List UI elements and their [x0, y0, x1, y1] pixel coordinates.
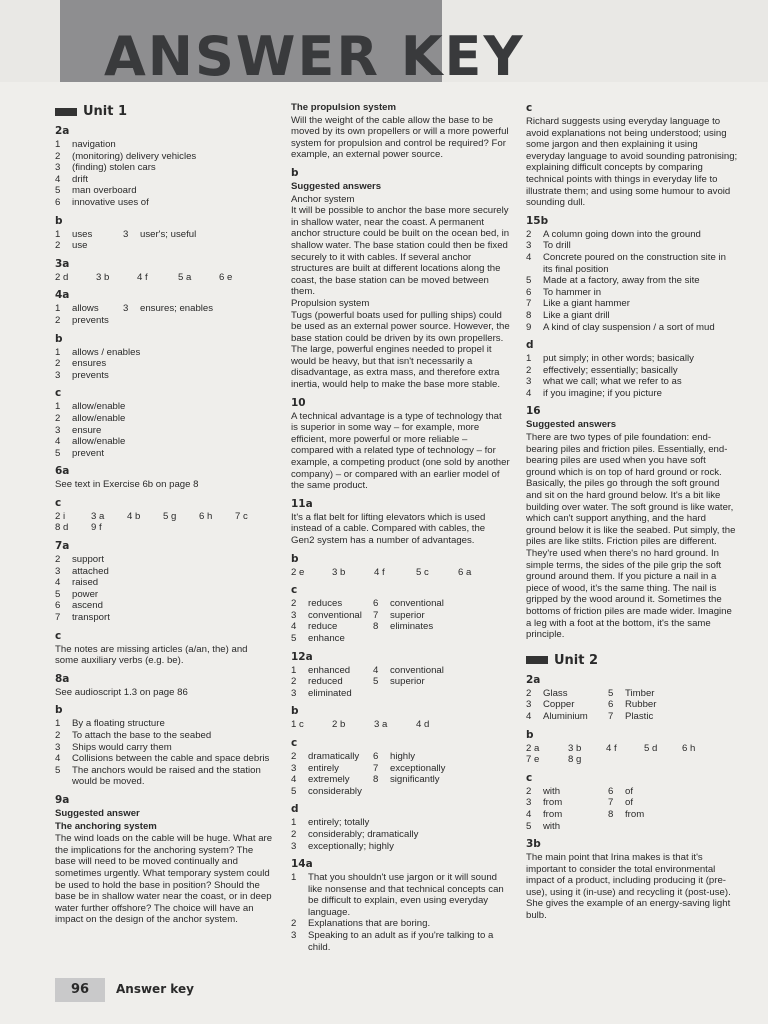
answer: 7 e	[526, 754, 540, 766]
list-item: 3 conventional	[291, 609, 362, 621]
answer-list	[291, 817, 511, 852]
list-item: 8 eliminates	[373, 621, 434, 633]
answer: 5 c	[416, 566, 429, 578]
list-item: 2 A column going down into the ground	[526, 228, 701, 240]
list-item: 3 exceptionally; highly	[291, 840, 394, 852]
list-item: 2 dramatically	[291, 750, 360, 762]
list-item: 5 superior	[373, 676, 425, 688]
list-item: 5 enhance	[291, 632, 345, 644]
answer-row	[291, 719, 511, 731]
answer: 3 b	[332, 566, 346, 578]
list-item: 3 Copper	[526, 699, 575, 711]
answer-row	[291, 567, 511, 579]
list-item: 1 allows	[55, 303, 99, 315]
list-item: 3 ensures; enables	[123, 303, 214, 315]
answer-text: Anchor system	[291, 193, 355, 205]
answer-list	[291, 872, 511, 953]
list-item: 5 The anchors would be raised and the station would be moved.	[55, 764, 261, 788]
answer: 4 f	[606, 742, 617, 754]
column-1	[55, 102, 273, 926]
section-label: 8a	[55, 672, 70, 685]
answer: 2 e	[291, 566, 305, 578]
list-item: 6 To hammer in	[526, 286, 602, 298]
list-item: 3 attached	[55, 565, 109, 577]
answer-list	[526, 353, 738, 399]
answer: 3 a	[91, 510, 105, 522]
column-3	[526, 102, 738, 922]
answer-grid	[55, 303, 273, 326]
list-item: 3 Speaking to an adult as if you're talking to a child.	[291, 930, 494, 953]
list-item: 1 That you shouldn't use jargon or it will sound like nonsense and that technical concepts can be difficult to explain, even using everyday language.	[291, 872, 504, 918]
section-label: 16	[526, 405, 541, 418]
section-label: d	[526, 339, 534, 352]
list-item: 7 Plastic	[608, 710, 654, 722]
list-item: 3 ensure	[55, 424, 102, 436]
section-label: 12a	[291, 650, 313, 663]
answer: 7 c	[235, 510, 248, 522]
section-label: c	[291, 736, 298, 749]
section-label: b	[526, 728, 534, 741]
answer-text: Will the weight of the cable allow the base to be moved by its own propellers or will a more powerful system for propulsion and control be required? For example, an external power source.	[291, 114, 509, 161]
page-footer	[0, 978, 768, 1002]
answer-list	[55, 718, 273, 788]
list-item: 6 of	[608, 785, 634, 797]
answer: 5 g	[163, 510, 177, 522]
answer-list	[55, 139, 273, 209]
list-item: 2 considerably; dramatically	[291, 828, 419, 840]
section-label: 4a	[55, 289, 70, 302]
list-item: 5 prevent	[55, 447, 104, 459]
page-number: 96	[55, 978, 105, 1002]
section-label: 3a	[55, 257, 70, 270]
list-item: 6 conventional	[373, 598, 444, 610]
list-item: 3 what we call; what we refer to as	[526, 376, 682, 388]
answer: 8 d	[55, 522, 69, 534]
sub-heading: Suggested answers	[526, 419, 617, 431]
list-item: 2 reduced	[291, 676, 343, 688]
answer-grid	[291, 598, 511, 644]
answer-text: Propulsion system	[291, 297, 370, 309]
list-item: 7 superior	[373, 609, 425, 621]
list-item: 5 with	[526, 820, 561, 832]
answer-row	[55, 511, 273, 523]
section-label: c	[291, 584, 298, 597]
list-item: 4 raised	[55, 577, 99, 589]
answer-list	[55, 554, 273, 624]
section-label: 3b	[526, 838, 541, 851]
answer-row	[526, 754, 738, 766]
section-label: 11a	[291, 497, 313, 510]
list-item: 2 prevents	[55, 314, 109, 326]
list-item: 5 considerably	[291, 785, 362, 797]
answer: 4 f	[374, 566, 385, 578]
list-item: 6 highly	[373, 750, 416, 762]
unit-bar-icon	[55, 108, 77, 116]
list-item: 4 Collisions between the cable and space debris	[55, 753, 270, 765]
section-label: b	[291, 166, 299, 179]
answer: 4 d	[416, 719, 430, 731]
section-label: b	[55, 704, 63, 717]
list-item: 3 (finding) stolen cars	[55, 162, 156, 174]
list-item: 3 prevents	[55, 369, 109, 381]
section-label: 10	[291, 396, 306, 409]
sub-heading: The propulsion system	[291, 102, 397, 113]
answer: 4 b	[127, 510, 141, 522]
list-item: 1 allow/enable	[55, 401, 126, 413]
answer: 6 h	[199, 510, 213, 522]
list-item: 4 Aluminium	[526, 710, 588, 722]
section-label: 6a	[55, 465, 70, 478]
list-item: 6 ascend	[55, 600, 103, 612]
list-item: 4 conventional	[373, 664, 444, 676]
answer: 9 f	[91, 522, 102, 534]
list-item: 1 uses	[55, 228, 93, 240]
list-item: 2 support	[55, 554, 104, 566]
section-label: 15b	[526, 214, 549, 227]
unit-bar-icon	[526, 656, 548, 664]
section-label: b	[55, 332, 63, 345]
list-item: 1 entirely; totally	[291, 817, 370, 829]
list-item: 4 allow/enable	[55, 436, 126, 448]
answer: 2 b	[332, 719, 346, 731]
sub-heading: Suggested answers	[291, 180, 382, 192]
answer-list	[55, 347, 273, 382]
list-item: 2 effectively; essentially; basically	[526, 364, 678, 376]
list-item: 2 ensures	[55, 358, 107, 370]
unit-heading: Unit 1	[55, 104, 273, 119]
list-item: 2 with	[526, 785, 561, 797]
section-label: c	[526, 102, 533, 114]
sub-heading: The anchoring system	[55, 820, 157, 832]
answer-grid	[291, 665, 511, 700]
list-item: 4 Concrete poured on the construction site in its final position	[526, 251, 726, 275]
answer: 3 a	[374, 719, 388, 731]
answer-row	[55, 522, 273, 534]
list-item: 2 Glass	[526, 687, 568, 699]
list-item: 6 innovative uses of	[55, 196, 149, 208]
list-item: 4 extremely	[291, 774, 350, 786]
list-item: 1 put simply; in other words; basically	[526, 353, 694, 365]
column-2	[291, 102, 511, 953]
list-item: 7 of	[608, 797, 634, 809]
list-item: 1 allows / enables	[55, 346, 141, 358]
answer-text: Richard suggests using everyday language to avoid explanations not being understood; using some jargon and then explaining it using everyday language to avoid sounding patronising; explaining difficult concepts by comparing technical points with things in everyday life to illustrate them; and using some humour to avoid sounding dull.	[526, 116, 738, 209]
list-item: 3 To drill	[526, 240, 571, 252]
answer: 6 h	[682, 742, 696, 754]
list-item: 3 eliminated	[291, 687, 352, 699]
list-item: 3 from	[526, 797, 563, 809]
list-item: 8 from	[608, 808, 645, 820]
section-label: 7a	[55, 540, 70, 553]
list-item: 1 By a floating structure	[55, 718, 165, 730]
answer-row	[526, 743, 738, 755]
list-item: 3 entirely	[291, 762, 339, 774]
list-item: 2 reduces	[291, 598, 343, 610]
list-item: 2 (monitoring) delivery vehicles	[55, 150, 197, 162]
list-item: 4 reduce	[291, 621, 338, 633]
answer-text: There are two types of pile foundation: end-bearing piles and friction piles. Essentially, end-bearing piles are used when you have soft ground which is on top of hard ground or rock. Basically, the piles go through the soft ground and sit on the hard ground below. It's a bit like building over water. The soft ground is like water, which can't support anything, and the hard ground below it is like the seabed. Put simply, the piles are like stilts. Friction piles are different. They're used when there's no hard ground. In simple terms, the sides of the pile grip the soft ground around them. If you picture a nail in a piece of wood, it's the same thing. The nail is gripped by the wood around it. Sometimes the bottoms of friction piles are made wider. Imagine a leg with a foot at the bottom, it's the same principle.	[526, 432, 736, 641]
answer-text: The main point that Irina makes is that it's important to consider the total environmental impact of a product, including producing it (pre-use), using it (in-use) and recycling it (post-use). She gives the example of an energy-saving light bulb.	[526, 852, 731, 922]
answer-list	[526, 229, 738, 333]
list-item: 2 Explanations that are boring.	[291, 918, 431, 930]
section-label: 9a	[55, 793, 70, 806]
section-label: c	[55, 629, 62, 642]
answer: 4 f	[137, 271, 148, 283]
answer-row	[55, 272, 273, 284]
section-label: c	[55, 496, 62, 509]
list-item: 7 Like a giant hammer	[526, 298, 630, 310]
section-label: b	[291, 552, 299, 565]
answer-text: See text in Exercise 6b on page 8	[55, 479, 199, 491]
list-item: 7 transport	[55, 612, 110, 624]
list-item: 7 exceptionally	[373, 762, 446, 774]
list-item: 5 Timber	[608, 687, 655, 699]
answer: 2 i	[55, 510, 66, 522]
list-item: 9 A kind of clay suspension / a sort of mud	[526, 321, 715, 333]
list-item: 4 if you imagine; if you picture	[526, 387, 662, 399]
sub-heading: Suggested answer	[55, 807, 140, 819]
list-item: 5 Made at a factory, away from the site	[526, 275, 700, 287]
answer: 5 a	[178, 271, 192, 283]
answer: 5 d	[644, 742, 658, 754]
section-label: 2a	[526, 673, 541, 686]
answer-text: It will be possible to anchor the base more securely in shallow water, near the coast. A permanent anchor structure could be built on the ocean bed, in shallow water. The base station could then be fixed securely to it with cables. If several anchor structures are built at different locations along the coast, the base station can be moved between them.	[291, 205, 510, 298]
answer: 3 b	[568, 742, 582, 754]
section-label: b	[55, 214, 63, 227]
list-item: 3 Ships would carry them	[55, 741, 172, 753]
list-item: 3 user's; useful	[123, 228, 197, 240]
answer: 2 a	[526, 742, 540, 754]
answer: 2 d	[55, 271, 69, 283]
list-item: 2 use	[55, 240, 88, 252]
list-item: 8 Like a giant drill	[526, 309, 610, 321]
answer-grid	[55, 229, 273, 252]
answer: 6 a	[458, 566, 472, 578]
section-label: c	[55, 387, 62, 400]
answer-list	[55, 401, 273, 459]
answer-text: It's a flat belt for lifting elevators which is used instead of a cable. Compared with cables, the Gen2 system has a number of advantages.	[291, 511, 486, 546]
list-item: 2 allow/enable	[55, 412, 126, 424]
answer: 1 c	[291, 719, 304, 731]
answer-text: Tugs (powerful boats used for pulling ships) could be used as an external power source. However, the base station could be driven by its own propellers. The large, powerful engines needed to propel it would be heavy, but that isn't necessarily a disadvantage, as extra mass, and therefore extra inertia, would help to make the base more stable.	[291, 309, 510, 391]
footer-label: Answer key	[116, 982, 194, 996]
list-item: 4 from	[526, 808, 563, 820]
answer-grid	[526, 786, 738, 832]
unit-heading: Unit 2	[526, 653, 738, 668]
list-item: 8 significantly	[373, 774, 440, 786]
list-item: 4 drift	[55, 173, 88, 185]
section-label: c	[526, 771, 533, 784]
answer: 8 g	[568, 754, 582, 766]
answer-text: A technical advantage is a type of technology that is superior in some way – for example, more efficient, more powerful or more reliable – compared with a related type of technology – for example, a competing product (one sold by another company) – or compared with an earlier model of the same product.	[291, 410, 510, 492]
section-label: 14a	[291, 858, 313, 871]
answer-text: See audioscript 1.3 on page 86	[55, 686, 188, 698]
answer-text: The wind loads on the cable will be huge. What are the implications for the anchoring system? The base will need to be moved continually and sometimes urgently. What temporary system could be used to hold the base in position? Should the base be in shallow water near the coast, or in deep water further offshore? The choice will have an impact on the design of the anchor system.	[55, 833, 273, 926]
list-item: 6 Rubber	[608, 699, 657, 711]
list-item: 5 power	[55, 588, 99, 600]
page-title: ANSWER KEY	[104, 25, 525, 88]
list-item: 5 man overboard	[55, 185, 137, 197]
list-item: 2 To attach the base to the seabed	[55, 730, 212, 741]
answer-grid	[526, 688, 738, 723]
answer-grid	[291, 751, 511, 797]
section-label: b	[291, 705, 299, 718]
answer: 3 b	[96, 271, 110, 283]
section-label: 2a	[55, 125, 70, 137]
answer-text: The notes are missing articles (a/an, the) and some auxiliary verbs (e.g. be).	[55, 643, 248, 667]
list-item: 1 navigation	[55, 139, 116, 150]
list-item: 1 enhanced	[291, 664, 351, 676]
section-label: d	[291, 803, 299, 816]
answer: 6 e	[219, 271, 233, 283]
